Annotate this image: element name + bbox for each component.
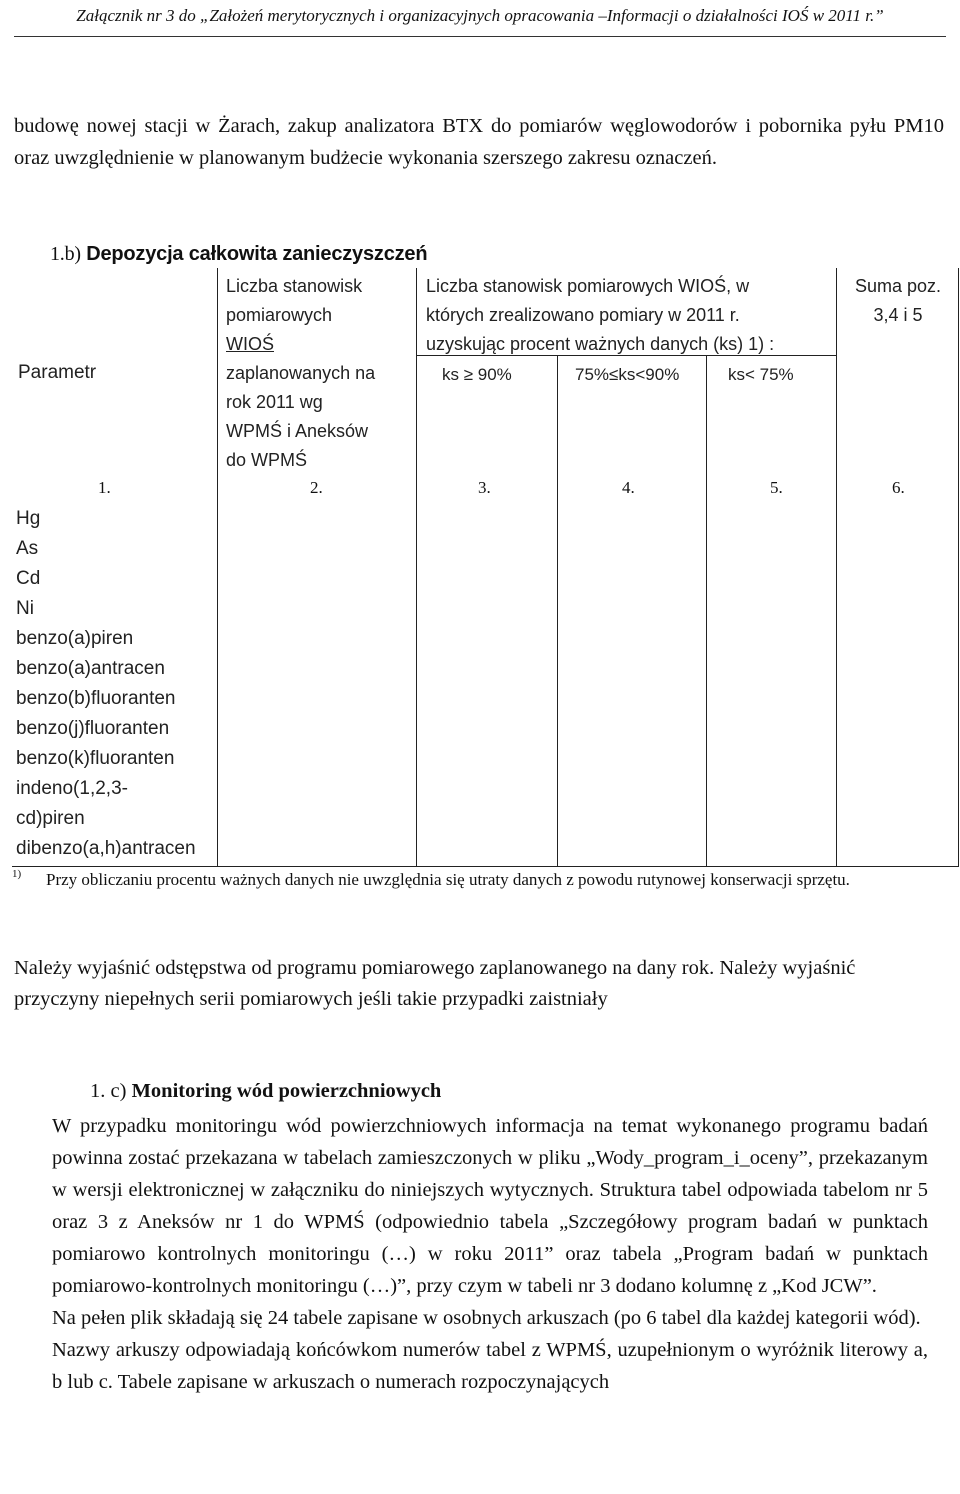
section-b-title <box>50 243 427 266</box>
subcol-ks-75-90: 75%≤ks<90% <box>575 365 680 384</box>
section-c-body <box>52 1110 928 1398</box>
section-c-title <box>90 1080 441 1103</box>
section-b-heading: Depozycja całkowita zanieczyszczeń <box>86 243 428 265</box>
footnote <box>12 866 942 894</box>
table-row-label: Ni <box>16 598 34 619</box>
table-vline <box>706 355 707 866</box>
table-row-label: benzo(k)fluoranten <box>16 748 175 769</box>
col-number: 5. <box>770 478 783 497</box>
table-row-label: indeno(1,2,3- <box>16 778 128 799</box>
table-row-label: Hg <box>16 508 41 529</box>
table-vline <box>836 268 837 866</box>
header-col2-line: do WPMŚ <box>226 450 308 470</box>
section-c-number: 1. c) <box>90 1080 127 1102</box>
subcol-ks-90: ks ≥ 90% <box>442 365 512 384</box>
header-suma-line: Suma poz. <box>854 276 942 296</box>
header-col2-line: WPMŚ i Aneksów <box>226 421 369 441</box>
footnote-text: Przy obliczaniu procentu ważnych danych nie uwzględnia się utraty danych z powodu rutynowej konserwacji sprzętu. <box>46 870 850 889</box>
col-number: 4. <box>622 478 635 497</box>
deposition-table <box>12 268 960 868</box>
header-col2-line: rok 2011 wg <box>226 392 323 412</box>
header-suma <box>838 272 958 330</box>
header-col2-line: Liczba stanowisk <box>226 276 363 296</box>
body-paragraph: Na pełen plik składają się 24 tabele zapisane w osobnych arkuszach (po 6 tabel dla każdej kategorii wód). <box>52 1307 921 1329</box>
table-row-label: As <box>16 538 39 559</box>
col-number: 6. <box>892 478 905 497</box>
explain-paragraph: Należy wyjaśnić odstępstwa od programu pomiarowego zaplanowanego na dany rok. Należy wyjaśnić przyczyny niepełnych serii pomiarowych jeśli takie przypadki zaistniały <box>14 957 856 1010</box>
table-row-label: benzo(b)fluoranten <box>16 688 176 709</box>
col-number: 3. <box>478 478 491 497</box>
page-header: Załącznik nr 3 do „Założeń merytorycznych i organizacyjnych opracowania –Informacji o działalności IOŚ w 2011 r.” <box>76 6 884 25</box>
table-row-label: benzo(a)piren <box>16 628 134 649</box>
header-col3-line: uzyskując procent ważnych danych (ks) 1) : <box>426 334 775 354</box>
header-col2-line: pomiarowych <box>226 305 333 325</box>
subcol-ks-75: ks< 75% <box>728 365 794 384</box>
header-col3-line: których zrealizowano pomiary w 2011 r. <box>426 305 740 325</box>
col-number: 1. <box>98 478 111 497</box>
table-row-label: benzo(j)fluoranten <box>16 718 170 739</box>
section-c-heading: Monitoring wód powierzchniowych <box>131 1080 442 1102</box>
table-vline <box>958 268 959 866</box>
header-col2-line: zaplanowanych na <box>226 363 376 383</box>
table-vline <box>217 268 218 866</box>
header-col2 <box>226 272 406 475</box>
table-row-label: benzo(a)antracen <box>16 658 165 679</box>
table-row-label: cd)piren <box>16 808 85 829</box>
section-b-number: 1.b) <box>50 243 81 265</box>
table-row-label: dibenzo(a,h)antracen <box>16 838 196 859</box>
intro-paragraph: budowę nowej stacji w Żarach, zakup analizatora BTX do pomiarów węglowodorów i pobornika pyłu PM10 oraz uwzględnienie w planowanym budżecie wykonania szerszego zakresu oznaczeń. <box>14 115 944 169</box>
header-suma-line: 3,4 i 5 <box>873 305 923 325</box>
header-col3-line: Liczba stanowisk pomiarowych WIOŚ, w <box>426 276 750 296</box>
header-rule <box>14 36 946 37</box>
table-row-label: Cd <box>16 568 41 589</box>
header-col2-line: WIOŚ <box>226 334 274 354</box>
table-vline <box>557 355 558 866</box>
body-paragraph: W przypadku monitoringu wód powierzchniowych informacja na temat wykonanego programu badań powinna zostać przekazana w tabelach zamieszczonych w pliku „Wody_program_i_oceny”, przekazanym w wersji elektronicznej w załączniku do niniejszych wytycznych. Struktura tabel odpowiada tabelom nr 5 oraz 3 z Aneksów nr 1 do WPMŚ (odpowiednio tabela „Szczegółowy program badań w punktach pomiarowo kontrolnych monitoringu (…) w roku 2011” oraz tabela „Program badań w punktach pomiarowo-kontrolnych monitoringu (…)”, przy czym w tabeli nr 3 dodano kolumnę z „Kod JCW”. <box>52 1115 928 1297</box>
col-number: 2. <box>310 478 323 497</box>
header-col3 <box>426 272 831 359</box>
body-paragraph: Nazwy arkuszy odpowiadają końcówkom numerów tabel z WPMŚ, uzupełnionym o wyróżnik literowy a, b lub c. Tabele zapisane w arkuszach o numerach rozpoczynających <box>52 1339 928 1393</box>
footnote-mark: 1) <box>12 868 22 880</box>
header-parametr: Parametr <box>18 362 97 383</box>
table-vline <box>416 268 417 866</box>
